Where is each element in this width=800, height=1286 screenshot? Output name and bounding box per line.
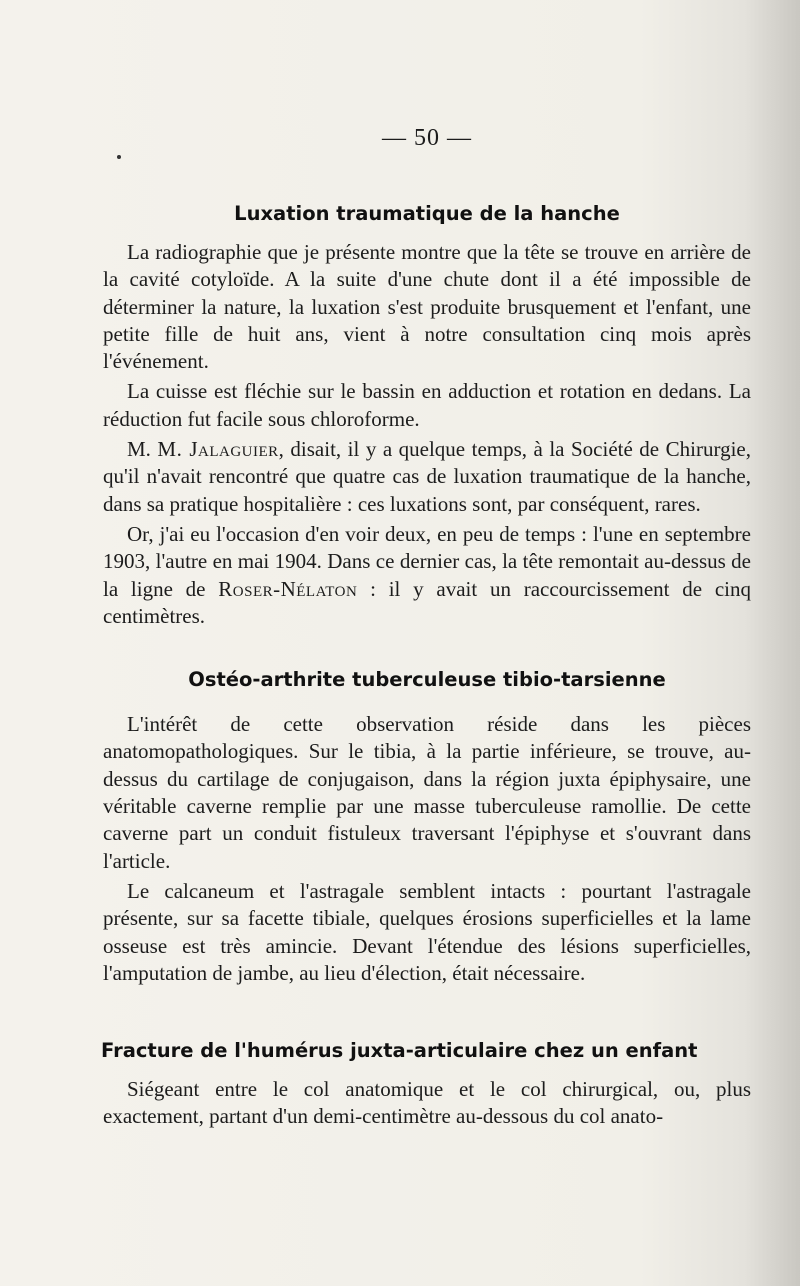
paragraph-text: Or, j'ai eu l'occasion d'en voir deux, en peu de temps : l'une en septembre 1903, l'autre en mai 1904. Dans ce dernier cas, la tête remontait au-dessus de la ligne de bbox=[103, 521, 751, 601]
paragraph bbox=[103, 521, 751, 630]
paragraph: La cuisse est fléchie sur le bassin en adduction et rotation en dedans. La réduction fut facile sous chloroforme. bbox=[103, 379, 751, 431]
paragraph: Siégeant entre le col anatomique et le col chirurgical, ou, plus exactement, partant d'un demi-centimètre au-dessous du col anato- bbox=[103, 1077, 751, 1129]
section-title: Luxation traumatique de la hanche bbox=[234, 202, 620, 225]
paragraph: M. M. Jalaguier, disait, il y a quelque temps, à la Société de Chirurgie, qu'il n'avait rencontré que quatre cas de luxation traumatique de la hanche, dans sa pratique hospitalière : ces luxations sont, par conséquent, rares. bbox=[103, 437, 751, 516]
section-title: Fracture de l'humérus juxta-articulaire chez un enfant bbox=[101, 1039, 698, 1063]
section-title: Ostéo-arthrite tuberculeuse tibio-tarsienne bbox=[188, 668, 666, 692]
paragraph: Le calcaneum et l'astragale semblent intacts : pourtant l'astragale présente, sur sa facette tibiale, quelques érosions superficielles et la lame osseuse est très amincie. Devant l'étendue des lésions superficielles, l'amputation de jambe, au lieu d'élection, était nécessaire. bbox=[103, 878, 751, 985]
page-number: — 50 — bbox=[382, 125, 472, 151]
page-content bbox=[103, 125, 751, 1131]
section-hip-luxation bbox=[103, 202, 751, 630]
section-osteo-arthritis bbox=[103, 668, 751, 987]
section-humerus-fracture bbox=[103, 1039, 751, 1131]
paragraph: L'intérêt de cette observation réside dans les pièces anatomopathologiques. Sur le tibia, à la partie inférieure, se trouve, au-dessus du cartilage de conjugaison, dans la région juxta épiphysaire, une véritable caverne remplie par une masse tuberculeuse ramollie. De cette caverne part un conduit fistuleux traversant l'épiphyse et s'ouvrant dans l'article. bbox=[103, 712, 751, 873]
author-name: Roser-Nélaton bbox=[218, 576, 358, 601]
paragraph-text: : il y avait un raccourcissement de cinq centimètres. bbox=[103, 576, 751, 628]
author-name: M. Jalaguier bbox=[157, 437, 279, 462]
paragraph-text: , disait, il y a quelque temps, à la Société de Chirurgie, qu'il n'avait rencontré que quatre cas de luxation traumatique de la hanche, dans sa pratique hospitalière : ces luxations sont, par conséquent, rares. bbox=[103, 437, 751, 516]
paragraph: La radiographie que je présente montre que la tête se trouve en arrière de la cavité cotyloïde. A la suite d'une chute dont il a été impossible de déterminer la nature, la luxation s'est produite brusquement et l'enfant, une petite fille de huit ans, vient à notre consultation cinq mois après l'événement. bbox=[103, 240, 751, 374]
